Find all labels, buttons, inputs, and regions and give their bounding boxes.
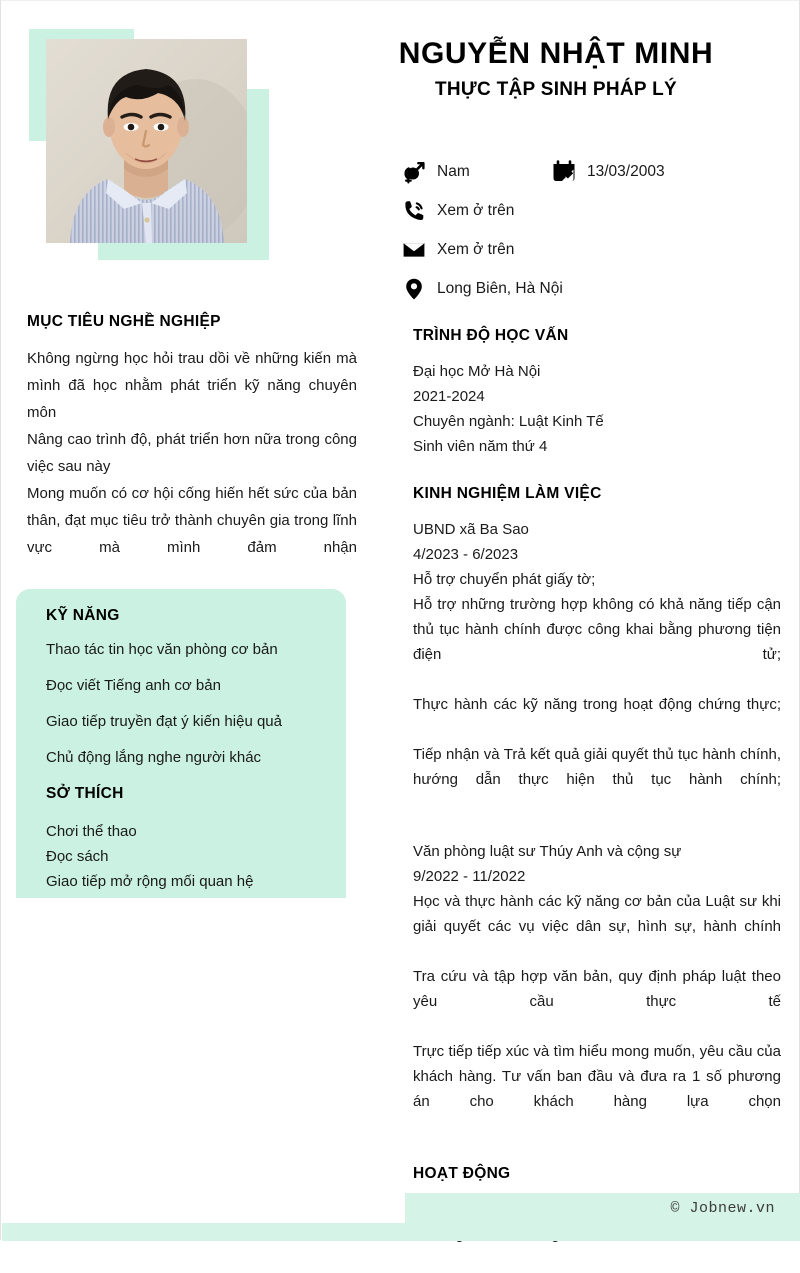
experience-duty: Thực hành các kỹ năng trong hoạt động chứng thực; <box>413 696 781 713</box>
education-school: Đại học Mở Hà Nội <box>413 363 541 380</box>
objective-body <box>27 345 357 588</box>
contact-item-birthday <box>551 159 665 185</box>
hobby-item: Đọc sách <box>46 848 109 865</box>
activities-section-title: HOẠT ĐỘNG <box>413 1165 511 1182</box>
phone-value: Xem ở trên <box>437 202 515 219</box>
education-major: Chuyên ngành: Luật Kinh Tế <box>413 413 604 430</box>
candidate-photo <box>46 39 247 243</box>
email-value: Xem ở trên <box>437 241 515 258</box>
experience-section <box>413 485 781 1139</box>
decorative-mint-block-right <box>246 89 269 234</box>
candidate-name: NGUYỄN NHẬT MINH <box>398 37 714 70</box>
phone-icon <box>401 198 427 224</box>
candidate-role: THỰC TẬP SINH PHÁP LÝ <box>435 78 677 100</box>
hobby-item: Chơi thể thao <box>46 823 137 840</box>
skill-item: Đọc viết Tiếng anh cơ bản <box>46 677 221 694</box>
contact-row-gender-birthday <box>401 155 791 189</box>
experience-duty: Học và thực hành các kỹ năng cơ bản của Luật sư khi giải quyết các vụ việc dân sự, hình sự, hành chính <box>413 893 781 935</box>
objective-section-title: MỤC TIÊU NGHỀ NGHIỆP <box>27 313 221 330</box>
experience-duty: Hỗ trợ những trường hợp không có khả năng tiếp cận thủ tục hành chính được công khai bằng phương tiện điện tử; <box>413 596 781 663</box>
experience-entry <box>413 517 781 817</box>
cv-header <box>331 35 781 101</box>
hobbies-section-title: SỞ THÍCH <box>46 785 124 802</box>
experience-period: 9/2022 - 11/2022 <box>413 868 526 885</box>
skills-hobbies-panel <box>16 589 346 898</box>
experience-duty: Hỗ trợ chuyển phát giấy tờ; <box>413 571 596 588</box>
footer-bottom-bar <box>2 1223 800 1241</box>
envelope-icon <box>401 237 427 263</box>
experience-duty: Trực tiếp tiếp xúc và tìm hiểu mong muốn, yêu cầu của khách hàng. Tư vấn ban đầu và đưa ra 1 số phương án cho khách hàng lựa chọn <box>413 1043 781 1110</box>
skill-item: Giao tiếp truyền đạt ý kiến hiệu quả <box>46 713 282 730</box>
gender-value: Nam <box>437 163 470 180</box>
experience-section-title: KINH NGHIỆM LÀM VIỆC <box>413 485 602 502</box>
objective-paragraph: Không ngừng học hỏi trau dồi về những kiến mà mình đã học nhằm phát triển kỹ năng chuyên môn <box>27 350 357 421</box>
experience-company: UBND xã Ba Sao <box>413 521 529 538</box>
skills-section-title: KỸ NĂNG <box>46 607 120 624</box>
contact-item-address <box>401 276 563 302</box>
experience-company: Văn phòng luật sư Thúy Anh và cộng sự <box>413 843 682 860</box>
contact-item-phone <box>401 198 514 224</box>
skill-item: Thao tác tin học văn phòng cơ bản <box>46 641 278 658</box>
contact-info <box>401 155 791 311</box>
education-years: 2021-2024 <box>413 388 485 405</box>
left-column <box>27 313 357 588</box>
contact-item-email <box>401 237 514 263</box>
experience-entry <box>413 839 781 1139</box>
education-section <box>413 327 781 459</box>
contact-row-phone <box>401 194 791 228</box>
address-value: Long Biên, Hà Nội <box>437 280 563 297</box>
gender-icon <box>401 159 427 185</box>
education-section-title: TRÌNH ĐỘ HỌC VẤN <box>413 327 569 344</box>
education-status: Sinh viên năm thứ 4 <box>413 438 548 455</box>
right-column <box>413 327 781 1273</box>
contact-row-address <box>401 272 791 306</box>
objective-paragraph: Mong muốn có cơ hội cống hiến hết sức của bản thân, đạt mục tiêu trở thành chuyên gia trong lĩnh vực mà mình đảm nhận <box>27 485 357 556</box>
experience-period: 4/2023 - 6/2023 <box>413 546 519 563</box>
contact-item-gender <box>401 159 551 185</box>
skill-item: Chủ động lắng nghe người khác <box>46 749 262 766</box>
experience-duty: Tiếp nhận và Trả kết quả giải quyết thủ tục hành chính, hướng dẫn thực hiện thủ tục hành chính; <box>413 746 781 788</box>
birthday-value: 13/03/2003 <box>587 163 665 180</box>
location-pin-icon <box>401 276 427 302</box>
contact-row-email <box>401 233 791 267</box>
hobby-item: Giao tiếp mở rộng mối quan hệ <box>46 873 254 890</box>
experience-duty: Tra cứu và tập hợp văn bản, quy định pháp luật theo yêu cầu thực tế <box>413 968 781 1010</box>
objective-paragraph: Nâng cao trình độ, phát triển hơn nữa trong công việc sau này <box>27 431 357 475</box>
footer-copyright: © Jobnew.vn <box>670 1200 775 1217</box>
portrait-illustration <box>46 39 247 243</box>
calendar-edit-icon <box>551 159 577 185</box>
